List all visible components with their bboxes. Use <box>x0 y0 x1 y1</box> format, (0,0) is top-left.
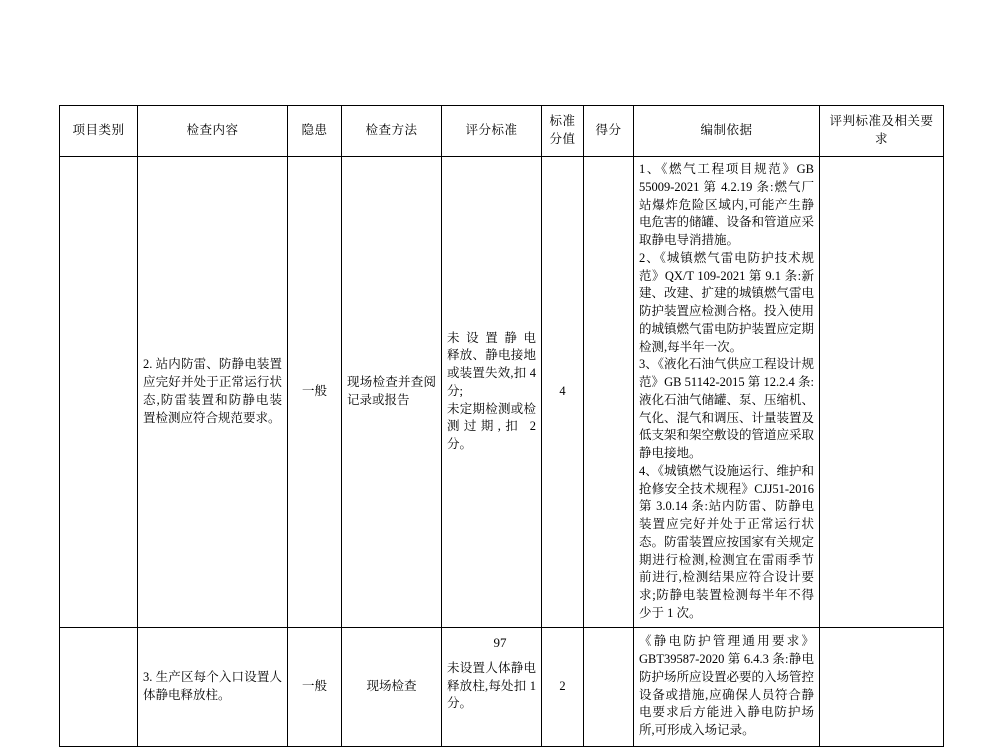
header-standard-score <box>542 106 584 157</box>
header-standard-score-line1: 标准 <box>549 114 576 129</box>
cell-content: 3. 生产区每个入口设置人体静电释放柱。 <box>138 627 288 746</box>
cell-obtained-score <box>584 157 634 628</box>
table-header-row <box>60 106 944 157</box>
header-category: 项目类别 <box>60 106 138 157</box>
basis-item: 《静电防护管理通用要求》GBT39587-2020 第 6.4.3 条:静电防护场所应设置必要的入场管控设备或措施,应确保人员符合静电要求后方能进入静电防护场所,可形成入场记录。 <box>639 634 815 737</box>
header-standard-score-line2: 分值 <box>549 132 576 146</box>
cell-score-rule <box>442 157 542 628</box>
basis-item: 2、《城镇燃气雷电防护技术规范》QX/T 109-2021 第 9.1 条:新建、改建、扩建的城镇燃气雷电防护装置应检测合格。投入使用的城镇燃气雷电防护装置应定期检测,每半年一次。 <box>639 250 815 354</box>
basis-item: 4、《城镇燃气设施运行、维护和抢修安全技术规程》CJJ51-2016 第 3.0.14 条:站内防雷、防静电装置应完好并处于正常运行状态。防雷装置应按国家有关规定期进行检测,检测宜在雷雨季节前进行,检测结果应符合设计要求;防静电装置检测每半年不得少于 1 次。 <box>639 463 815 620</box>
page-number: 97 <box>493 635 507 650</box>
table-row <box>60 157 944 628</box>
header-content: 检查内容 <box>138 106 288 157</box>
cell-content: 2. 站内防雷、防静电装置应完好并处于正常运行状态,防雷装置和防静电装置检测应符合规范要求。 <box>138 157 288 628</box>
cell-standard-score: 2 <box>542 627 584 746</box>
basis-item: 1、《燃气工程项目规范》GB 55009-2021 第 4.2.19 条:燃气厂站爆炸危险区域内,可能产生静电危害的储罐、设备和管道应采取静电导消措施。 <box>639 162 815 247</box>
header-method: 检查方法 <box>342 106 442 157</box>
cell-evaluation <box>820 157 944 628</box>
cell-method: 现场检查 <box>342 627 442 746</box>
basis-item: 3、《液化石油气供应工程设计规范》GB 51142-2015 第 12.2.4 条:液化石油气储罐、泵、压缩机、气化、混气和调压、计量装置及低支架和架空敷设的管道应采取静电接地。 <box>639 357 815 460</box>
cell-method: 现场检查并查阅记录或报告 <box>342 157 442 628</box>
score-rule-line-1: 未 设 置 静 电 释放、静电接地或装置失效,扣 4 分; <box>447 330 536 398</box>
cell-standard-score: 4 <box>542 157 584 628</box>
cell-category <box>60 157 138 628</box>
header-hidden-danger: 隐患 <box>288 106 342 157</box>
score-rule-line-1: 未设置人体静电释放柱,每处扣 1 分。 <box>447 660 536 711</box>
cell-hidden-danger: 一般 <box>288 157 342 628</box>
header-obtained-score: 得分 <box>584 106 634 157</box>
score-rule-line-2: 未定期检测或检测过期,扣 2 分。 <box>447 401 536 452</box>
header-basis: 编制依据 <box>634 106 820 157</box>
header-evaluation: 评判标准及相关要求 <box>820 106 944 157</box>
cell-basis <box>634 157 820 628</box>
header-score-rule: 评分标准 <box>442 106 542 157</box>
cell-hidden-danger: 一般 <box>288 627 342 746</box>
